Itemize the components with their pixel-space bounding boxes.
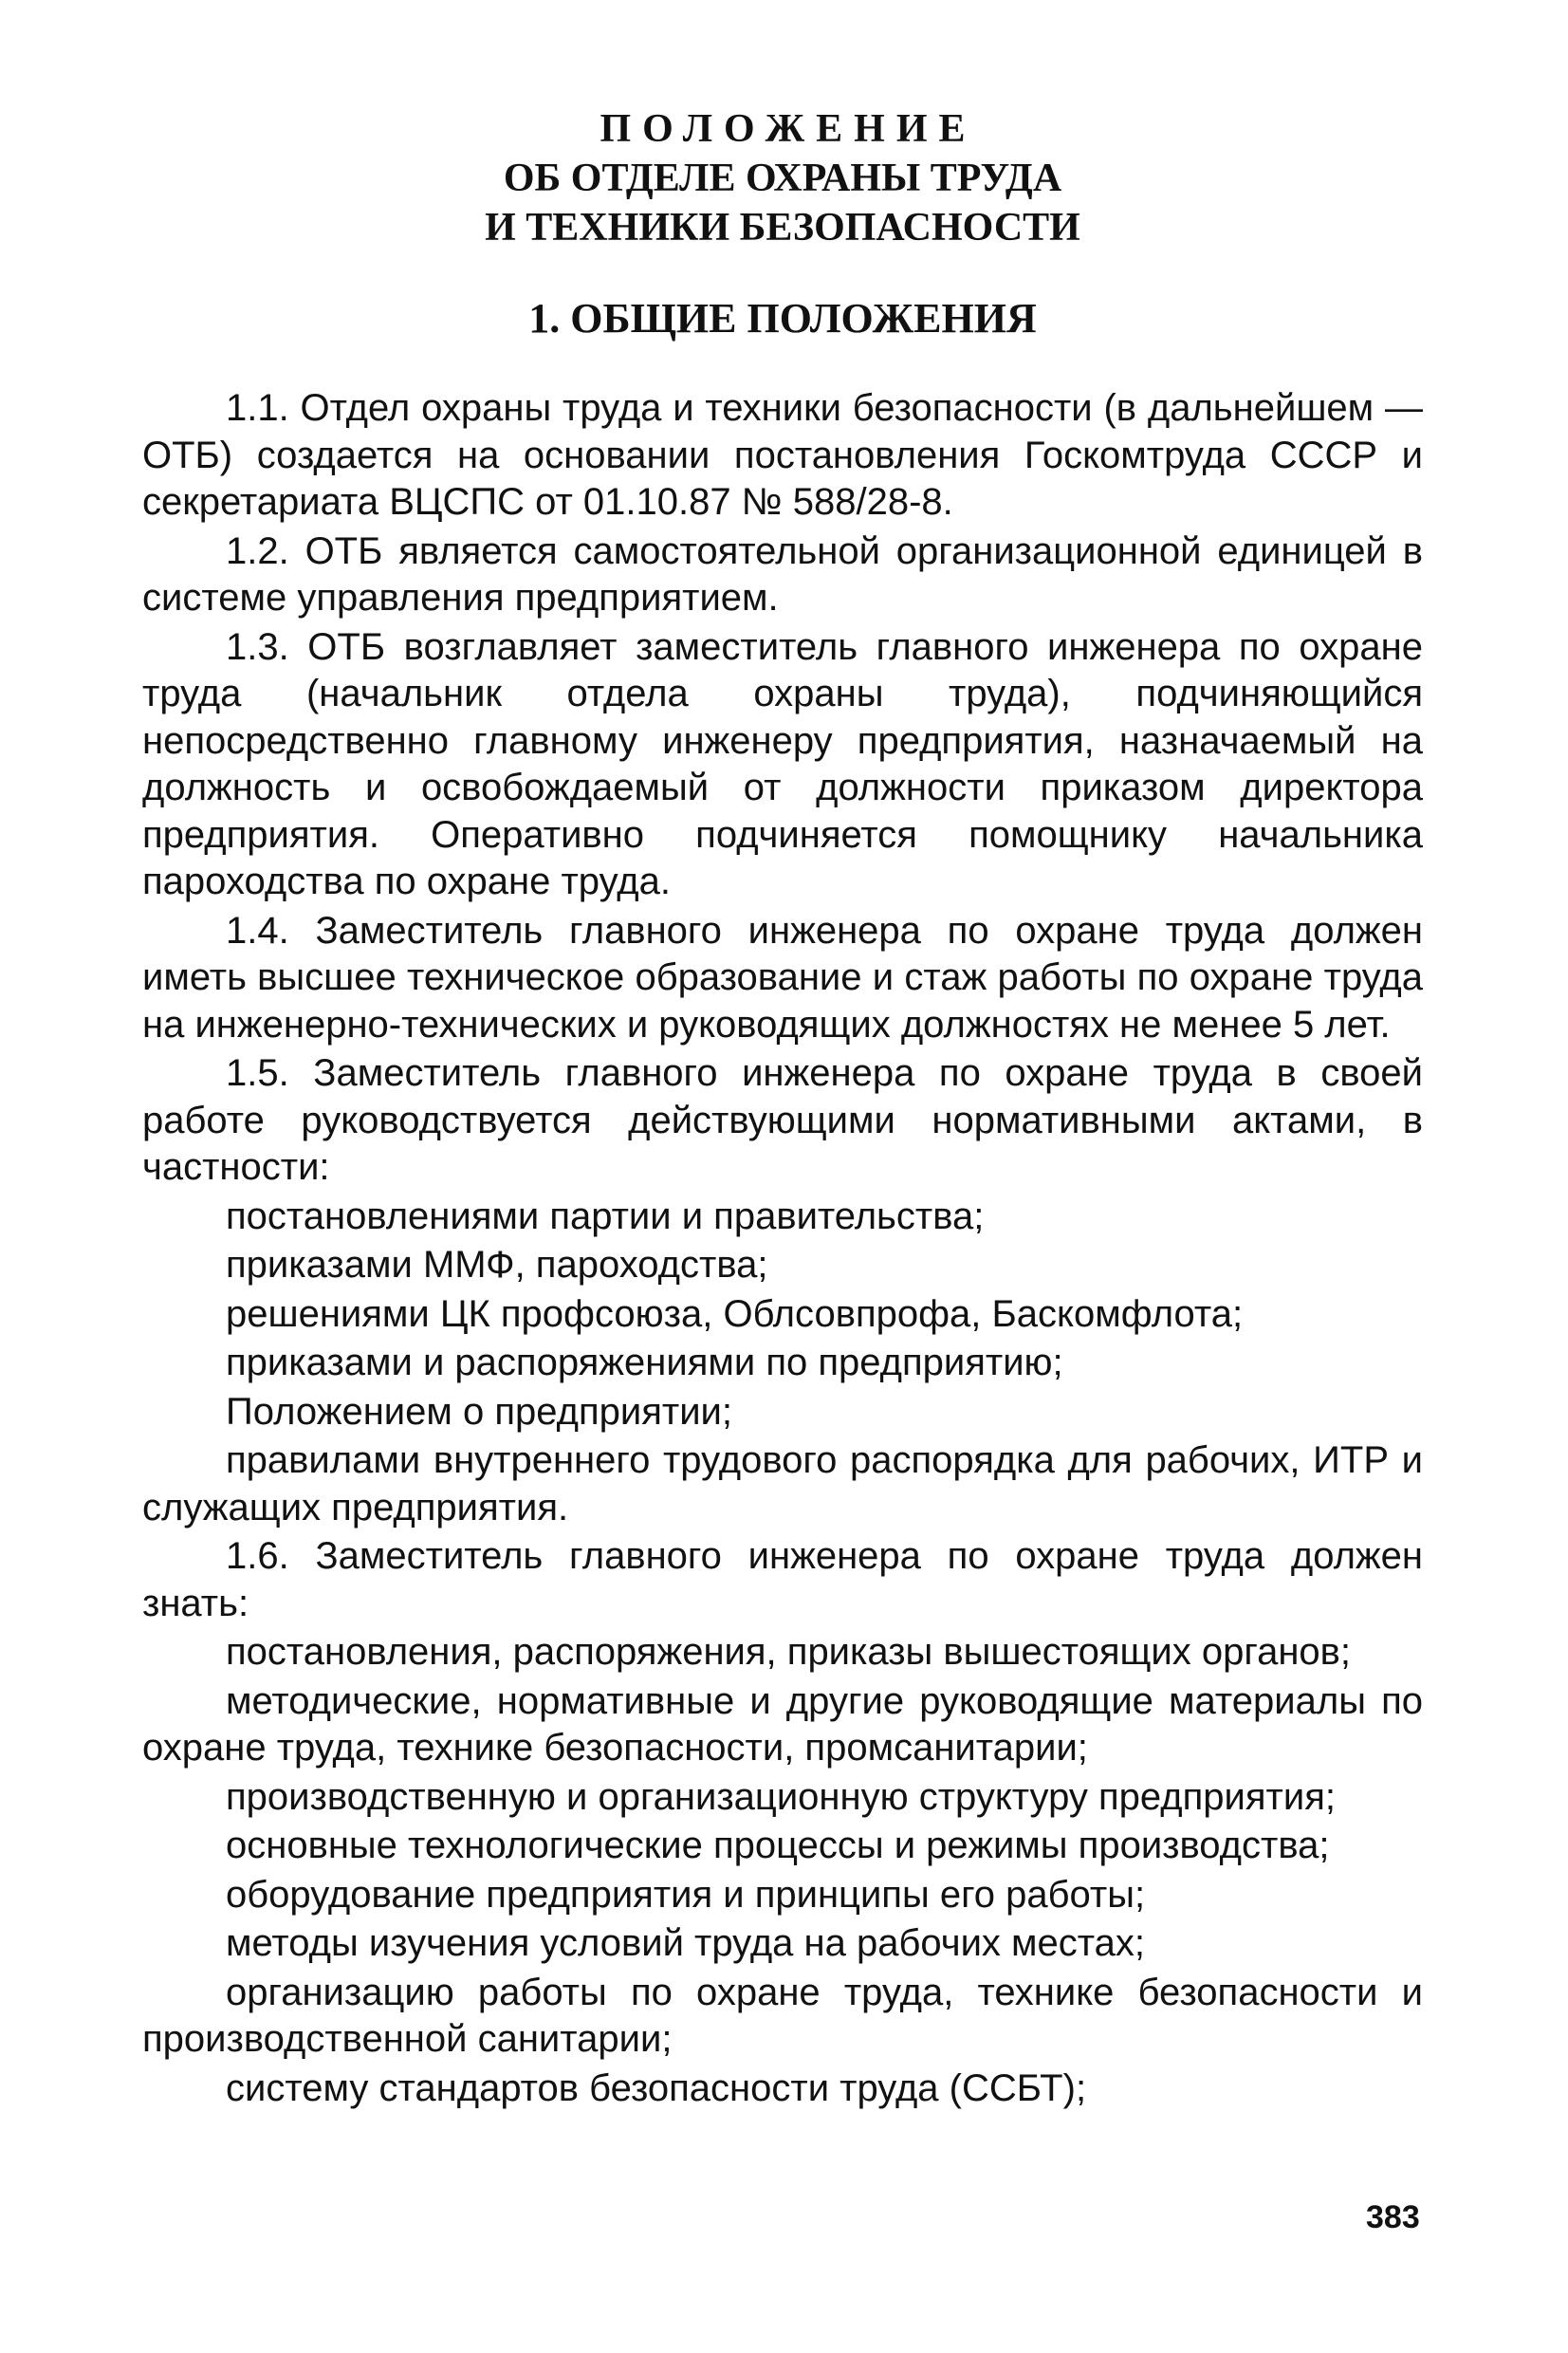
list-item: систему стандартов безопасности труда (ССБТ); xyxy=(226,2066,1087,2109)
list-item: оборудование предприятия и принципы его работы; xyxy=(226,1873,1146,1916)
paragraph-1-5: 1.5. Заместитель главного инженера по охране труда в своей работе руководствуется действующими нормативными актами, в частности: xyxy=(142,1052,1423,1188)
paragraph-1-6: 1.6. Заместитель главного инженера по охране труда должен знать: xyxy=(142,1535,1423,1624)
list-item: организацию работы по охране труда, технике безопасности и производственной санитарии; xyxy=(142,1971,1423,2060)
list-item: приказами и распоряжениями по предприятию; xyxy=(226,1342,1063,1383)
list-item: Положением о предприятии; xyxy=(226,1390,733,1433)
list-item: постановлениями партии и правительства; xyxy=(226,1195,985,1237)
document-title xyxy=(142,104,1423,252)
list-item: методы изучения условий труда на рабочих местах; xyxy=(226,1922,1146,1964)
paragraph-1-2: 1.2. ОТБ является самостоятельной организационной единицей в системе управления предприятием. xyxy=(142,529,1423,619)
list-item: решениями ЦК профсоюза, Облсовпрофа, Баскомфлота; xyxy=(226,1292,1244,1335)
title-line-1: ПОЛОЖЕНИЕ xyxy=(600,107,977,151)
title-line-3: И ТЕХНИКИ БЕЗОПАСНОСТИ xyxy=(485,206,1080,250)
paragraph-1-1: 1.1. Отдел охраны труда и техники безопасности (в дальнейшем — ОТБ) создается на основании постановления Госкомтруда СССР и секретариата ВЦСПС от 01.10.87 № 588/28-8. xyxy=(142,387,1423,523)
list-item: методические, нормативные и другие руководящие материалы по охране труда, технике безопасности, промсанитарии; xyxy=(142,1679,1423,1769)
paragraph-1-3: 1.3. ОТБ возглавляет заместитель главного инженера по охране труда (начальник отдела охраны труда), подчиняющийся непосредственно главному инженеру предприятия, назначаемый на должность и освобождаемый от должности приказом директора предприятия. Оперативно подчиняется помощнику начальника пароходства по охране труда. xyxy=(142,625,1423,902)
paragraph-1-4: 1.4. Заместитель главного инженера по охране труда должен иметь высшее техническое образование и стаж работы по охране труда на инженерно-технических и руководящих должностях не менее 5 лет. xyxy=(142,909,1423,1046)
list-item: постановления, распоряжения, приказы вышестоящих органов; xyxy=(226,1631,1352,1673)
title-line-2: ОБ ОТДЕЛЕ ОХРАНЫ ТРУДА xyxy=(503,157,1062,200)
section-heading: 1. ОБЩИЕ ПОЛОЖЕНИЯ xyxy=(528,295,1037,342)
document-page xyxy=(142,104,1423,2114)
list-item: основные технологические процессы и режимы производства; xyxy=(226,1825,1330,1866)
page-number: 383 xyxy=(1366,2199,1420,2235)
list-item: приказами ММФ, пароходства; xyxy=(226,1244,768,1286)
list-item: производственную и организационную структуру предприятия; xyxy=(226,1775,1336,1818)
section-body xyxy=(142,385,1423,2112)
list-item: правилами внутреннего трудового распорядка для рабочих, ИТР и служащих предприятия. xyxy=(142,1439,1423,1529)
